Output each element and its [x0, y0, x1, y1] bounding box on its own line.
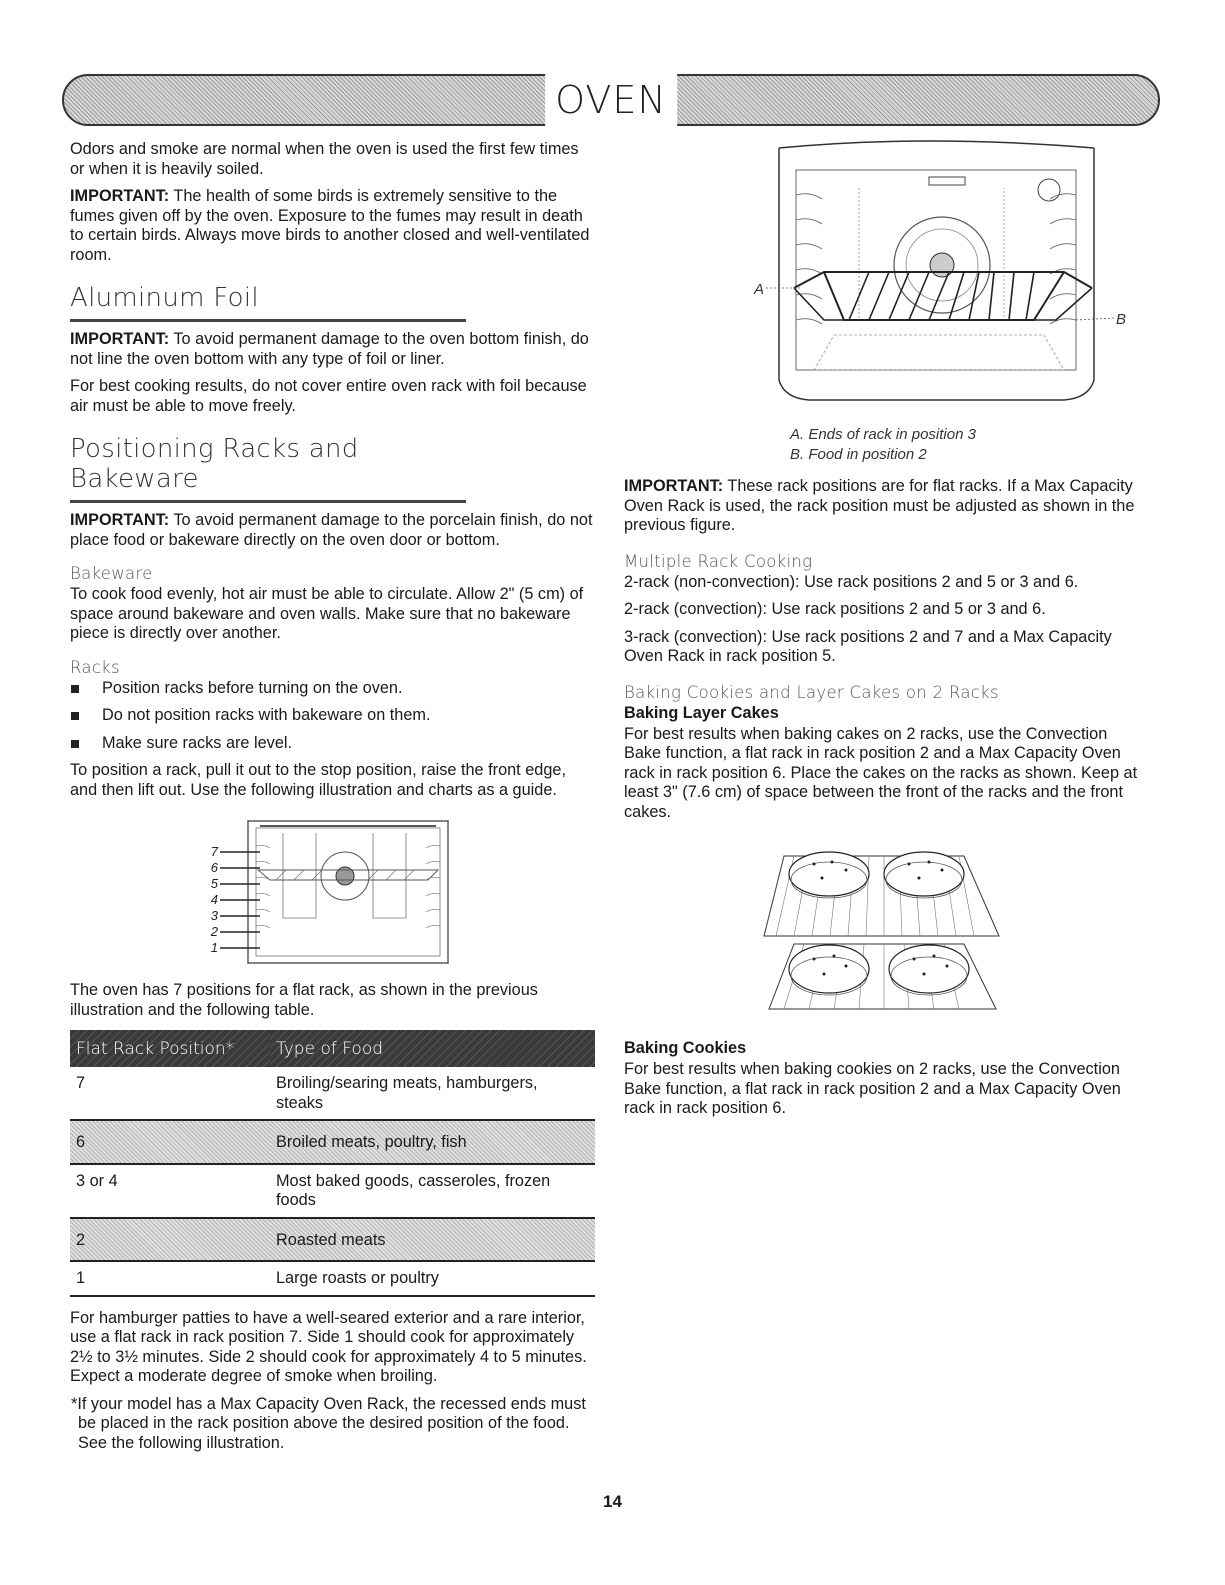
multiple-rack-heading: Multiple Rack Cooking	[624, 551, 813, 571]
column-header: Type of Food	[270, 1030, 595, 1067]
table-cell: Large roasts or poultry	[270, 1261, 595, 1296]
figure-label-b: B	[1116, 311, 1127, 328]
figure-caption: A. Ends of rack in position 3 B. Food in position 2	[790, 426, 976, 463]
foil-important: IMPORTANT: To avoid permanent damage to the oven bottom finish, do not line the oven bottom with any type of foil or liner.	[70, 330, 589, 368]
birds-warning: IMPORTANT: The health of some birds is extremely sensitive to the fumes given off by the oven. Exposure to the fumes may result in death to certain birds. Always move birds to another closed and well-ventilated room.	[70, 187, 590, 264]
table-header-row	[70, 1030, 595, 1067]
rack-removal-paragraph: To position a rack, pull it out to the stop position, raise the front edge, and then lift out. Use the following illustration and charts as a guide.	[70, 761, 566, 799]
rack-number: 4	[210, 892, 218, 907]
rack-number: 6	[210, 860, 218, 875]
rack-number: 3	[210, 908, 218, 923]
table-cell: Broiling/searing meats, hamburgers, steaks	[270, 1067, 595, 1120]
column-header: Flat Rack Position*	[70, 1030, 270, 1067]
table-cell: 1	[70, 1261, 270, 1296]
rack-number: 2	[210, 924, 218, 939]
rack-important: IMPORTANT: These rack positions are for flat racks. If a Max Capacity Oven Rack is used, the rack position must be adjusted as shown in the previous figure.	[624, 477, 1135, 534]
table-cell: 7	[70, 1067, 270, 1120]
list-item: Make sure racks are level.	[70, 734, 595, 754]
positions-paragraph: The oven has 7 positions for a flat rack, as shown in the previous illustration and the following table.	[70, 981, 538, 1019]
page-number: 14	[603, 1492, 622, 1511]
table-cell: Broiled meats, poultry, fish	[270, 1120, 595, 1164]
layer-cakes-paragraph: For best results when baking cakes on 2 racks, use the Convection Bake function, a flat rack in rack position 2 and a Max Capacity Oven rack in rack position 6. Place the cakes on the racks as shown. Keep at least 3" (7.6 cm) of space between the front of the racks and the front cakes.	[624, 724, 1138, 821]
right-column	[624, 140, 1144, 1127]
max-capacity-rack-illustration	[684, 140, 1127, 410]
multi-rack-item: 2-rack (convection): Use rack positions 2 and 5 or 3 and 6.	[624, 600, 1046, 618]
table-row	[70, 1120, 595, 1164]
table-cell: 6	[70, 1120, 270, 1164]
multi-rack-item: 2-rack (non-convection): Use rack positions 2 and 5 or 3 and 6.	[624, 572, 1079, 591]
section-banner	[62, 74, 1160, 126]
list-item: Do not position racks with bakeware on them.	[70, 706, 595, 726]
rack-number: 5	[210, 876, 218, 891]
hamburger-paragraph: For hamburger patties to have a well-seared exterior and a rare interior, use a flat rack in rack position 7. Side 1 should cook for approximately 2½ to 3½ minutes. Side 2 should cook for approximately 4 to 5 minutes. Expect a moderate degree of smoke when broiling.	[70, 1308, 587, 1385]
rack-number: 7	[210, 844, 218, 859]
racks-list	[70, 679, 595, 754]
baking-cookies-heading: Baking Cookies	[624, 1039, 747, 1057]
layer-cakes-heading: Baking Layer Cakes	[624, 703, 779, 722]
table-cell: Most baked goods, casseroles, frozen foods	[270, 1164, 595, 1218]
rack-positions-illustration	[198, 818, 458, 968]
left-column	[70, 140, 595, 1461]
table-cell: 3 or 4	[70, 1164, 270, 1218]
figure-label-a: A	[754, 281, 765, 298]
table-row	[70, 1164, 595, 1218]
aluminum-foil-heading: Aluminum Foil	[70, 283, 466, 322]
positioning-important: IMPORTANT: To avoid permanent damage to the porcelain finish, do not place food or bakeware directly on the oven door or bottom.	[70, 511, 593, 549]
table-row	[70, 1067, 595, 1120]
baking-cookies-paragraph: For best results when baking cookies on 2 racks, use the Convection Bake function, a flat rack in rack position 2 and a Max Capacity Oven rack in rack position 6.	[624, 1060, 1121, 1117]
table-cell: 2	[70, 1218, 270, 1262]
table-row	[70, 1261, 595, 1296]
multi-rack-item: 3-rack (convection): Use rack positions 2 and 7 and a Max Capacity Oven Rack in rack position 5.	[624, 627, 1112, 665]
list-item: Position racks before turning on the oven.	[70, 679, 595, 699]
racks-heading: Racks	[70, 657, 120, 677]
positioning-heading: Positioning Racks and Bakeware	[70, 434, 466, 503]
table-cell: Roasted meats	[270, 1218, 595, 1262]
footnote: *If your model has a Max Capacity Oven Rack, the recessed ends must be placed in the rack position above the desired position of the food. See the following illustration.	[71, 1394, 586, 1452]
cakes-on-racks-illustration	[764, 844, 1004, 1014]
section-title: OVEN	[545, 74, 677, 126]
rack-position-table	[70, 1030, 595, 1297]
bakeware-heading: Bakeware	[70, 564, 153, 583]
foil-paragraph: For best cooking results, do not cover entire oven rack with foil because air must be able to move freely.	[70, 377, 587, 415]
baking-heading: Baking Cookies and Layer Cakes on 2 Racks	[624, 682, 999, 702]
table-row	[70, 1218, 595, 1262]
intro-paragraph: Odors and smoke are normal when the oven is used the first few times or when it is heavily soiled.	[70, 140, 579, 178]
bakeware-paragraph: To cook food evenly, hot air must be able to circulate. Allow 2" (5 cm) of space around bakeware and oven walls. Make sure that no bakeware piece is directly over another.	[70, 585, 584, 642]
rack-number: 1	[210, 940, 218, 955]
